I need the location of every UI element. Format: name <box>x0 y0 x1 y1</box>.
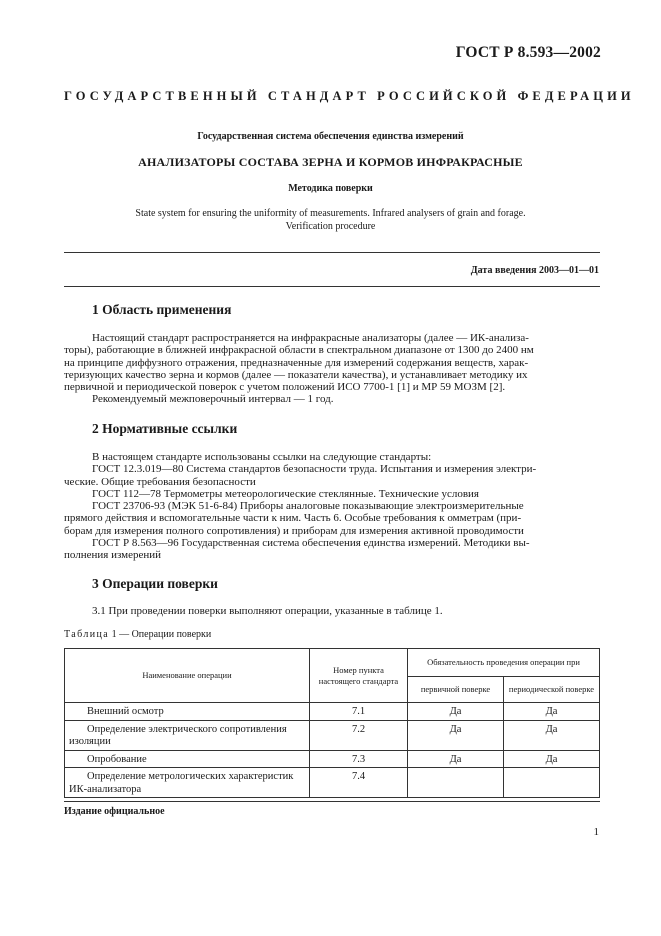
table-row <box>65 703 600 721</box>
header-periodic: периодической поверке <box>504 677 600 703</box>
text-line: 3.1 При проведении поверки выполняют операции, указанные в таблице 1. <box>92 605 443 617</box>
periodic-value: Да <box>504 703 600 721</box>
system-title: Государственная система обеспечения единства измерений <box>197 131 464 142</box>
primary-value: Да <box>408 703 504 721</box>
scope-paragraph <box>64 332 600 406</box>
text-line: первичной и периодической поверок с учетом положений ИСО 7700-1 [1] и МР 59 МОЗМ [2]. <box>64 381 506 394</box>
method-title: Методика поверки <box>288 183 373 194</box>
operation-name-continued: ИК-анализатора <box>69 783 142 795</box>
text-line: на принципе диффузного отражения, предназначенные для измерений содержания веществ, харак- <box>64 356 529 369</box>
header-obligation: Обязательность проведения операции при <box>408 649 600 677</box>
operation-name: Определение метрологических характеристик <box>87 771 294 782</box>
header-operation-name: Наименование операции <box>65 649 310 703</box>
operation-name-cell <box>65 750 310 768</box>
main-title: АНАЛИЗАТОРЫ СОСТАВА ЗЕРНА И КОРМОВ ИНФРАКРАСНЫЕ <box>138 155 523 169</box>
divider <box>64 801 600 802</box>
item-number: 7.2 <box>310 720 408 750</box>
periodic-value: Да <box>504 720 600 750</box>
table-row <box>65 768 600 798</box>
page-number: 1 <box>593 826 599 838</box>
table-caption <box>64 629 211 640</box>
divider <box>64 286 600 287</box>
table-caption-prefix: Таблица <box>64 629 110 640</box>
item-number: 7.4 <box>310 768 408 798</box>
operation-name: Определение электрического сопротивления <box>87 723 287 735</box>
operation-name-continued: изоляции <box>69 736 111 747</box>
document-number: ГОСТ Р 8.593—2002 <box>455 44 601 61</box>
reference-line: ГОСТ 12.3.019—80 Система стандартов безопасности труда. Испытания и измерения электри- <box>92 463 537 476</box>
primary-value: Да <box>408 720 504 750</box>
divider <box>64 252 600 253</box>
reference-line: борам для измерения полного сопротивления) и приборам для измерения активной проводимости <box>64 524 524 537</box>
english-title-line: State system for ensuring the uniformity of measurements. Infrared analysers of grain and forage. <box>135 208 526 219</box>
periodic-value <box>504 768 600 798</box>
operation-name: Опробование <box>87 753 147 765</box>
english-title <box>60 208 601 233</box>
header-item-number: Номер пункта настоящего стандарта <box>310 649 408 703</box>
header-primary: первичной поверке <box>408 677 504 703</box>
reference-line: ГОСТ 23706-93 (МЭК 51-6-84) Приборы аналоговые показывающие электроизмерительные <box>92 500 524 513</box>
periodic-value: Да <box>504 750 600 768</box>
reference-line: ГОСТ Р 8.563—96 Государственная система обеспечения единства измерений. Методики вы- <box>92 537 530 550</box>
section-heading-scope: 1 Область применения <box>92 302 232 317</box>
table-row <box>65 750 600 768</box>
item-number: 7.3 <box>310 750 408 768</box>
primary-value: Да <box>408 750 504 768</box>
reference-line: полнения измерений <box>64 549 162 562</box>
text-line: Настоящий стандарт распространяется на инфракрасные анализаторы (далее — ИК-анализа- <box>92 332 529 344</box>
table-caption-text: 1 — Операции поверки <box>109 629 212 640</box>
operations-paragraph <box>64 605 600 617</box>
table-row <box>65 720 600 750</box>
text-line: теризующих качество зерна и кормов (далее — показатели качества), и устанавливает методику их <box>64 368 528 381</box>
reference-line: прямого действия и вспомогательные части к ним. Часть 6. Особые требования к омметрам (при- <box>64 512 522 525</box>
interval-text: Рекомендуемый межповерочный интервал — 1 год. <box>92 393 334 406</box>
operation-name: Внешний осмотр <box>87 706 164 717</box>
state-standard-title: ГОСУДАРСТВЕННЫЙ СТАНДАРТ РОССИЙСКОЙ ФЕДЕРАЦИИ <box>64 89 635 103</box>
section-heading-operations: 3 Операции поверки <box>92 576 218 591</box>
text-line: В настоящем стандарте использованы ссылки на следующие стандарты: <box>92 451 432 463</box>
introduction-date: Дата введения 2003—01—01 <box>470 265 599 276</box>
operation-name-cell <box>65 768 310 798</box>
operations-table <box>64 648 600 798</box>
references-paragraph <box>64 451 600 562</box>
operation-name-cell <box>65 703 310 721</box>
official-edition-note: Издание официальное <box>64 806 165 817</box>
section-heading-references: 2 Нормативные ссылки <box>92 421 238 436</box>
primary-value <box>408 768 504 798</box>
reference-line: ГОСТ 112—78 Термометры метеорологические стеклянные. Технические условия <box>92 487 479 500</box>
operation-name-cell <box>65 720 310 750</box>
reference-line: ческие. Общие требования безопасности <box>64 475 256 488</box>
item-number: 7.1 <box>310 703 408 721</box>
text-line: торы), работающие в ближней инфракрасной области в спектральном диапазоне от 1300 до 2400 нм <box>64 344 534 357</box>
english-title-line: Verification procedure <box>285 220 376 232</box>
